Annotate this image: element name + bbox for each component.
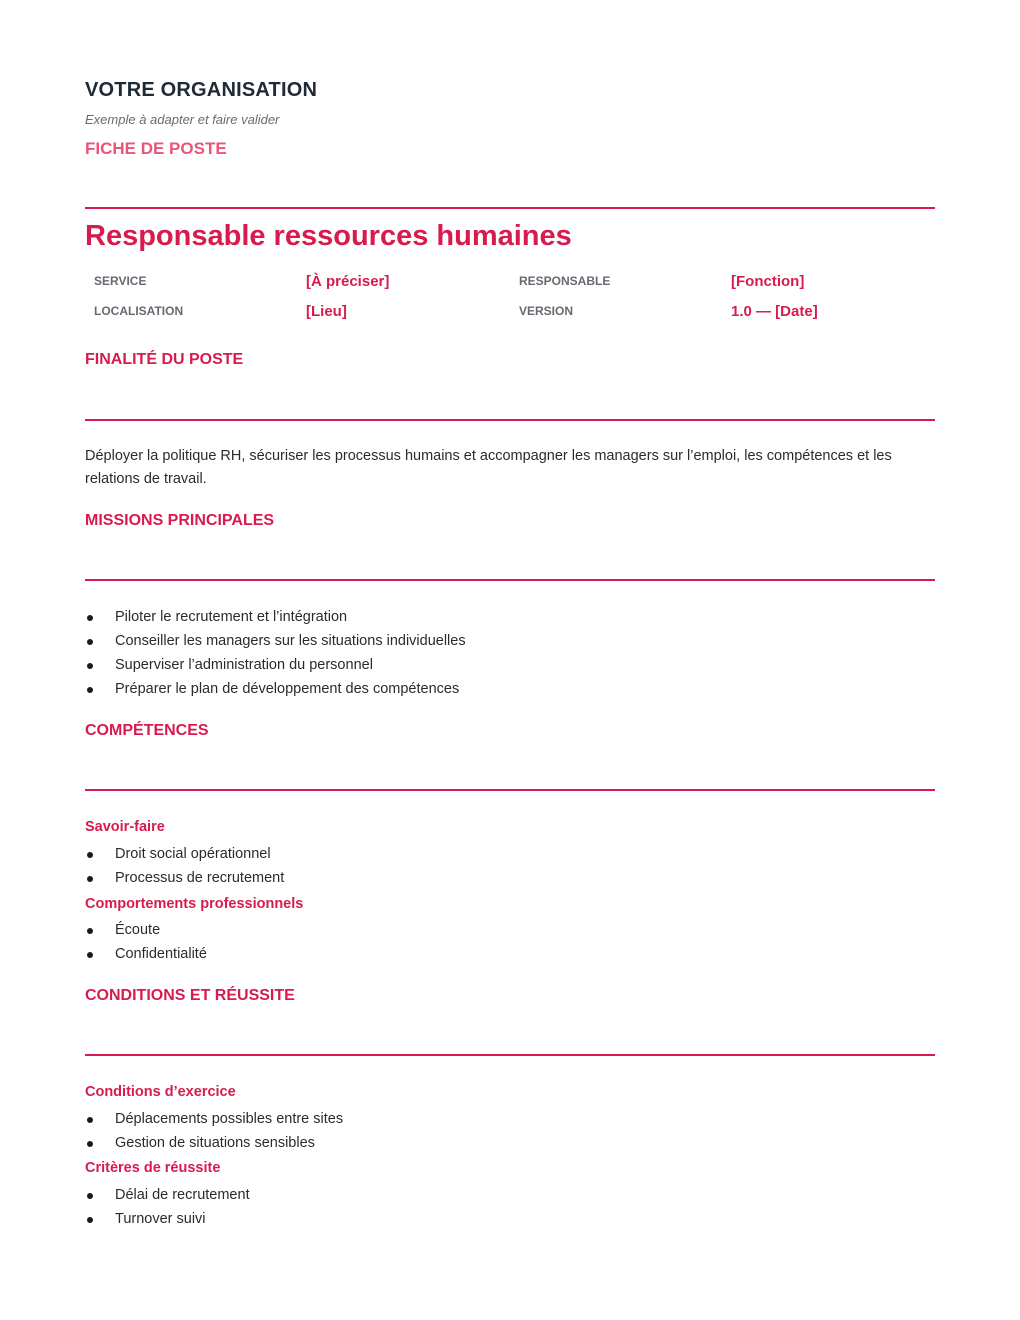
missions-list — [85, 605, 466, 701]
localisation-value: [Lieu] — [306, 303, 347, 320]
list-item — [85, 1183, 250, 1207]
list-item-text: Écoute — [115, 922, 161, 938]
divider — [85, 789, 935, 791]
section-title-competences: COMPÉTENCES — [85, 722, 209, 739]
section-title-missions: MISSIONS PRINCIPALES — [85, 512, 275, 529]
list-item-text: Confidentialité — [115, 946, 207, 962]
list-item — [85, 1207, 250, 1231]
list-item — [85, 918, 207, 942]
version-label: VERSION — [519, 304, 574, 318]
bullet-icon — [87, 687, 93, 693]
divider — [85, 579, 935, 581]
section-title-finalite: FINALITÉ DU POSTE — [85, 351, 244, 368]
list-item-text: Processus de recrutement — [115, 870, 285, 886]
list-item-text: Superviser l’administration du personnel — [115, 657, 373, 673]
responsable-value: [Fonction] — [731, 273, 805, 290]
list-item — [85, 1107, 343, 1131]
savoir-faire-list — [85, 842, 284, 890]
list-item — [85, 842, 284, 866]
divider — [85, 207, 935, 209]
list-item-text: Turnover suivi — [115, 1211, 206, 1227]
subsection-title-savoir-faire: Savoir-faire — [85, 819, 165, 835]
list-item-text: Préparer le plan de développement des compétences — [115, 681, 460, 697]
comportements-list — [85, 918, 207, 966]
bullet-icon — [87, 876, 93, 882]
bullet-icon — [87, 1217, 93, 1223]
list-item — [85, 653, 466, 677]
divider — [85, 1054, 935, 1056]
bullet-icon — [87, 952, 93, 958]
document-type: FICHE DE POSTE — [85, 139, 227, 158]
version-value: 1.0 — [Date] — [731, 303, 818, 320]
finalite-text: Déployer la politique RH, sécuriser les processus humains et accompagner les managers sur l’emploi, les compétences et les relations de travail. — [85, 448, 892, 487]
list-item-text: Droit social opérationnel — [115, 846, 271, 862]
subsection-title-comportements: Comportements professionnels — [85, 896, 304, 912]
bullet-icon — [87, 852, 93, 858]
exercice-list — [85, 1107, 343, 1155]
list-item — [85, 1131, 343, 1155]
list-item — [85, 629, 466, 653]
bullet-icon — [87, 1117, 93, 1123]
list-item — [85, 605, 466, 629]
job-title: Responsable ressources humaines — [85, 220, 572, 252]
tagline: Exemple à adapter et faire valider — [85, 112, 280, 127]
list-item-text: Délai de recrutement — [115, 1187, 250, 1203]
responsable-label: RESPONSABLE — [519, 274, 611, 288]
organisation-name: VOTRE ORGANISATION — [85, 79, 318, 101]
bullet-icon — [87, 1193, 93, 1199]
bullet-icon — [87, 1141, 93, 1147]
bullet-icon — [87, 639, 93, 645]
list-item-text: Déplacements possibles entre sites — [115, 1111, 344, 1127]
list-item-text: Gestion de situations sensibles — [115, 1135, 315, 1151]
subsection-title-criteres: Critères de réussite — [85, 1160, 221, 1176]
list-item — [85, 942, 207, 966]
divider — [85, 419, 935, 421]
service-label: SERVICE — [94, 274, 147, 288]
list-item-text: Piloter le recrutement et l’intégration — [115, 609, 348, 625]
bullet-icon — [87, 615, 93, 621]
criteres-list — [85, 1183, 250, 1231]
list-item — [85, 677, 466, 701]
bullet-icon — [87, 928, 93, 934]
service-value: [À préciser] — [306, 273, 390, 290]
list-item-text: Conseiller les managers sur les situations individuelles — [115, 633, 466, 649]
bullet-icon — [87, 663, 93, 669]
localisation-label: LOCALISATION — [94, 304, 184, 318]
subsection-title-exercice: Conditions d’exercice — [85, 1084, 236, 1100]
list-item — [85, 866, 284, 890]
section-title-conditions: CONDITIONS ET RÉUSSITE — [85, 987, 295, 1004]
